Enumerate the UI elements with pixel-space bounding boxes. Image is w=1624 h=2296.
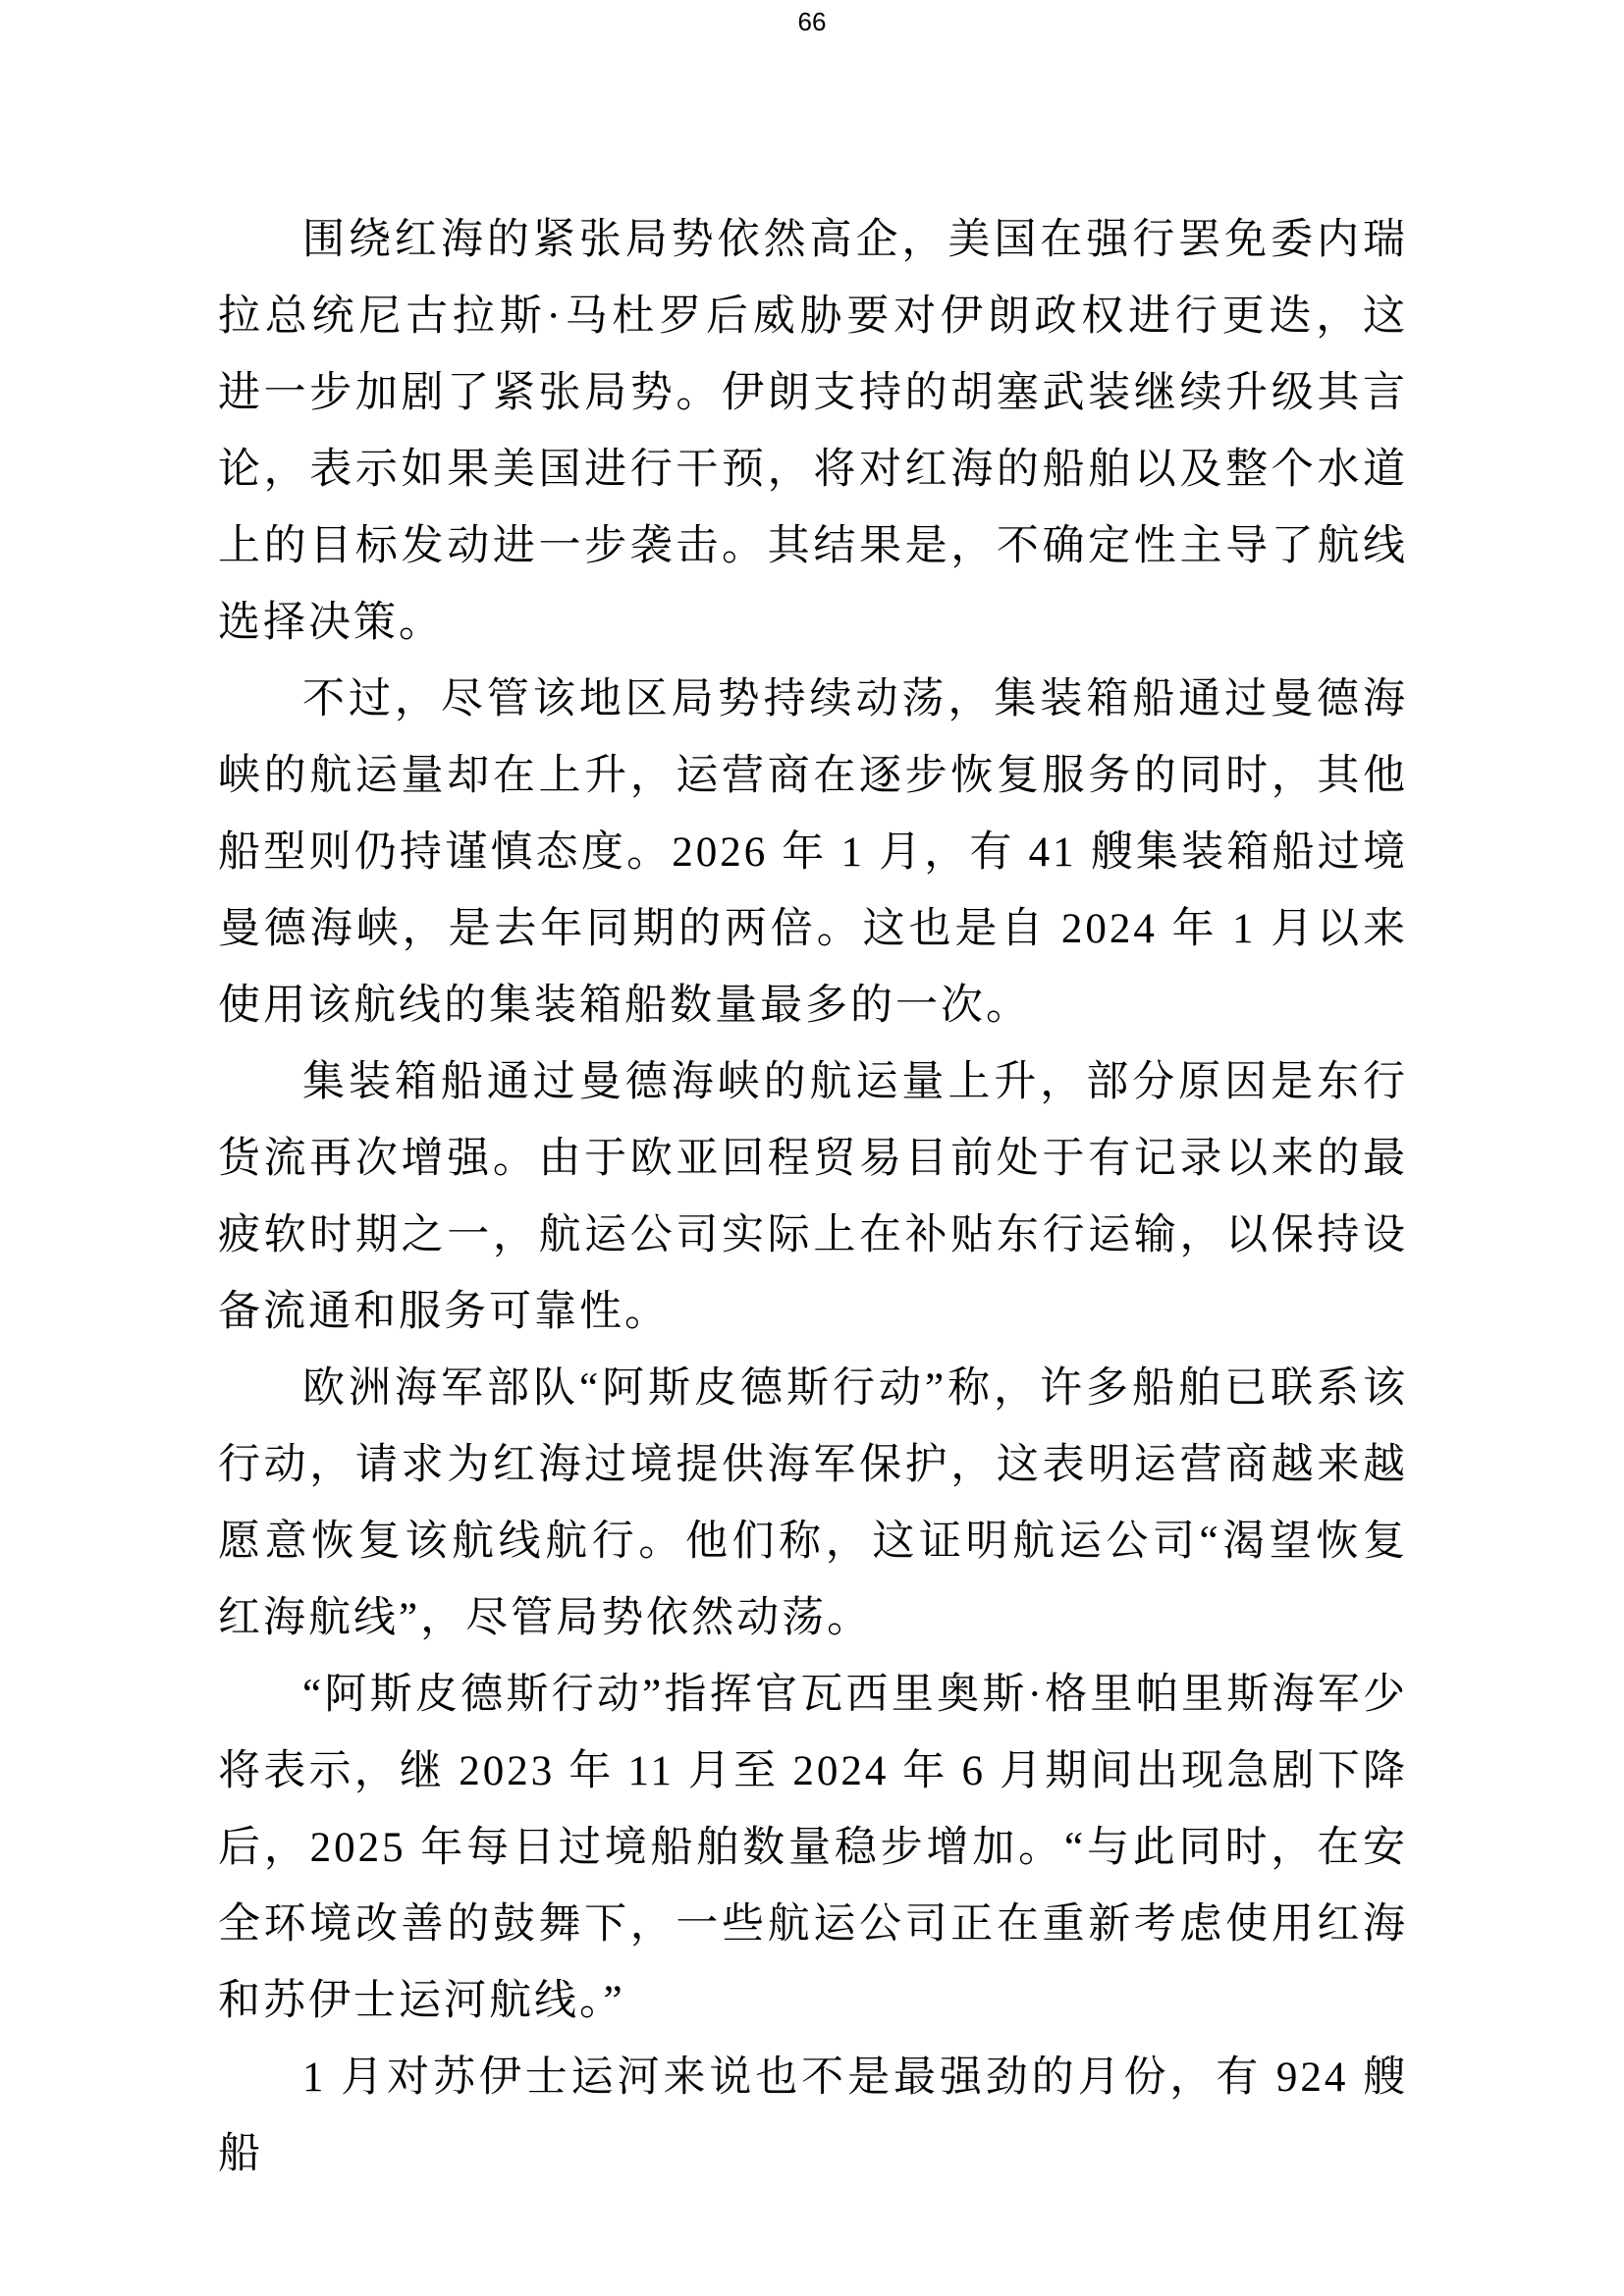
paragraph-commander-remarks: “阿斯皮德斯行动”指挥官瓦西里奥斯·格里帕里斯海军少将表示，继 2023 年 11 月至 2024 年 6 月期间出现急剧下降后，2025 年每日过境船舶数量稳步增加。“与此同时，在安全环境改善的鼓舞下，一些航运公司正在重新考虑使用红海和苏伊士运河航线。” [218, 1672, 1408, 2024]
paragraph-container-transits-rising: 不过，尽管该地区局势持续动荡，集装箱船通过曼德海峡的航运量却在上升，运营商在逐步恢复服务的同时，其他船型则仍持谨慎态度。2026 年 1 月，有 41 艘集装箱船过境曼德海峡，是去年同期的两倍。这也是自 2024 年 1 月以来使用该航线的集装箱船数量最多的一次。 [218, 676, 1408, 1029]
paragraph-eastbound-cargo: 集装箱船通过曼德海峡的航运量上升，部分原因是东行货流再次增强。由于欧亚回程贸易目前处于有记录以来的最疲软时期之一，航运公司实际上在补贴东行运输，以保持设备流通和服务可靠性。 [218, 1059, 1408, 1335]
paragraph-suez-canal-january: 1 月对苏伊士运河来说也不是最强劲的月份，有 924 艘船 [218, 2055, 1408, 2177]
paragraph-operation-aspides-statement: 欧洲海军部队“阿斯皮德斯行动”称，许多船舶已联系该行动，请求为红海过境提供海军保护，这表明运营商越来越愿意恢复该航线航行。他们称，这证明航运公司“渴望恢复红海航线”，尽管局势依然动荡。 [218, 1365, 1408, 1641]
page-number: 66 [797, 7, 827, 36]
document-body [218, 202, 1408, 2193]
paragraph-red-sea-tensions: 围绕红海的紧张局势依然高企，美国在强行罢免委内瑞拉总统尼古拉斯·马杜罗后威胁要对伊朗政权进行更迭，这进一步加剧了紧张局势。伊朗支持的胡塞武装继续升级其言论，表示如果美国进行干预，将对红海的船舶以及整个水道上的目标发动进一步袭击。其结果是，不确定性主导了航线选择决策。 [218, 217, 1408, 646]
